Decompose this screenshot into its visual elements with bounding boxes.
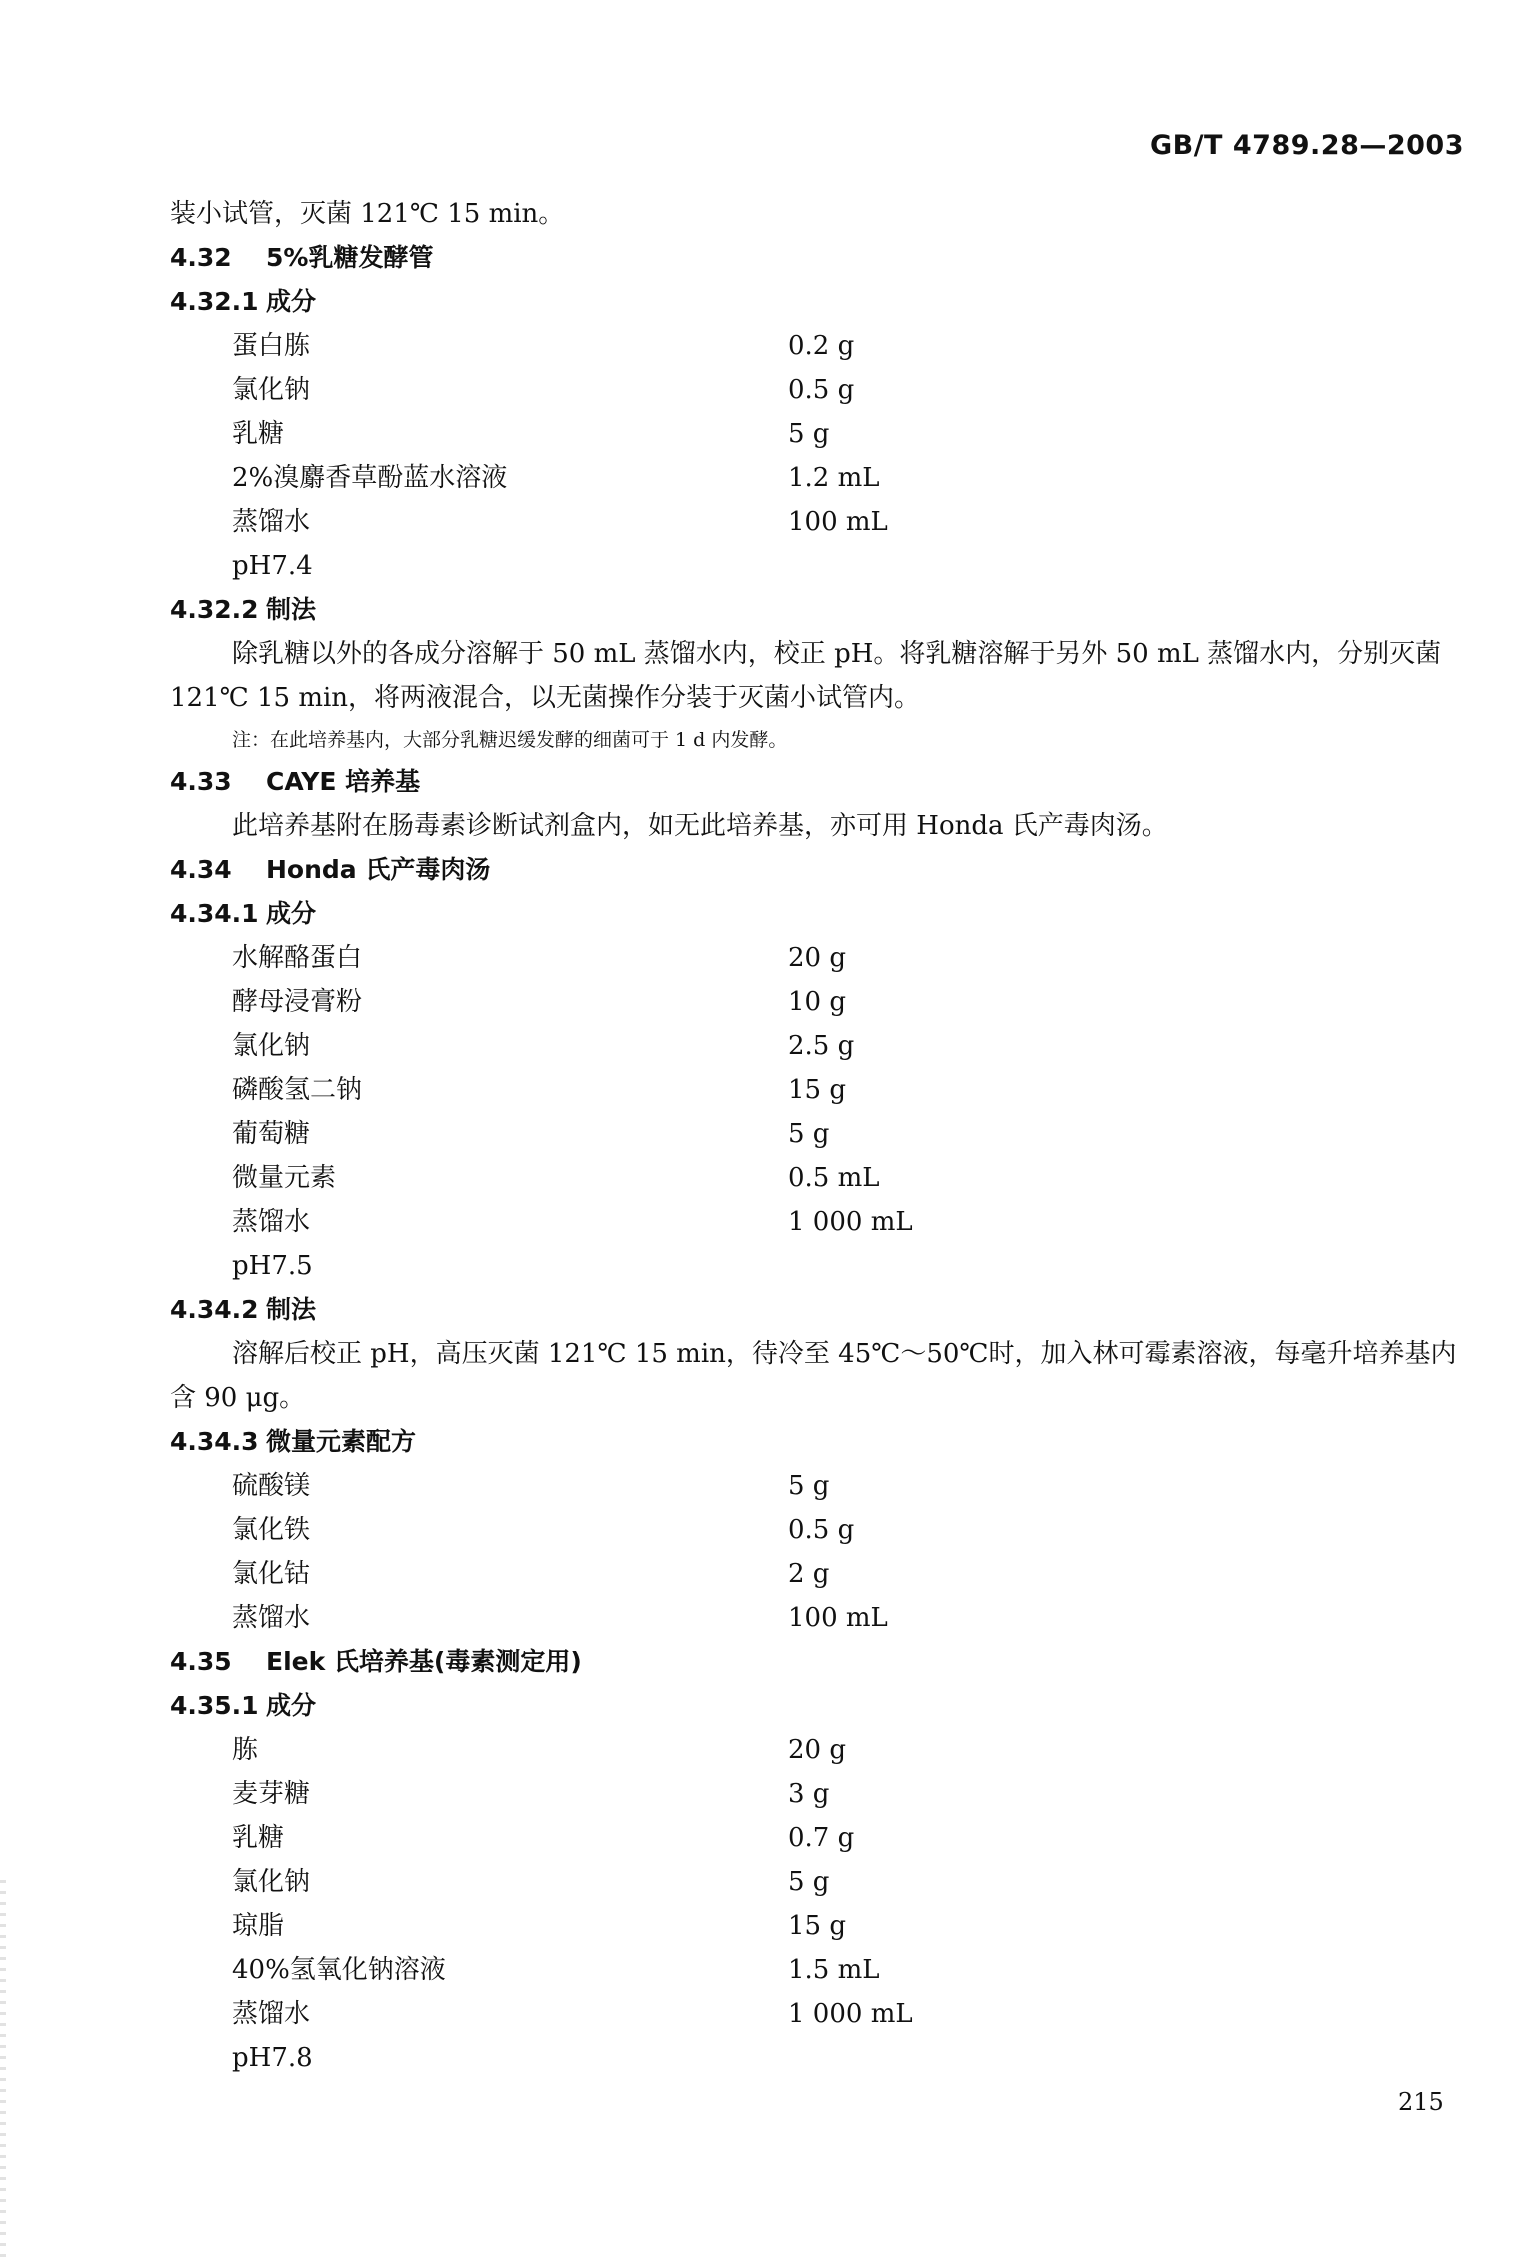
ingredient-name: 氯化铁 — [232, 1515, 311, 1545]
section-heading-4-32 — [170, 236, 1470, 280]
ingredient-name: 乳糖 — [232, 419, 285, 449]
section-title: Elek 氏培养基(毒素测定用) — [266, 1647, 582, 1676]
subsection-title: 成分 — [266, 899, 317, 928]
ingredient-name: 胨 — [232, 1735, 259, 1765]
ingredient-name: 微量元素 — [232, 1163, 337, 1193]
subsection-title: 微量元素配方 — [266, 1427, 417, 1456]
ingredient-amount: 5 g — [788, 1119, 830, 1149]
subsection-heading-4-34-3 — [170, 1420, 1470, 1464]
ingredient-name: 氯化钠 — [232, 1867, 311, 1897]
section-title: Honda 氏产毒肉汤 — [266, 855, 491, 884]
ingredient-row — [170, 1508, 1470, 1552]
method-paragraph: 溶解后校正 pH，高压灭菌 121℃ 15 min，待冷至 45℃～50℃时，加入林可霉素溶液，每毫升培养基内含 90 μg。 — [170, 1339, 1457, 1413]
ingredient-name: 葡萄糖 — [232, 1119, 311, 1149]
ingredient-amount: 1.5 mL — [788, 1955, 880, 1985]
ingredient-name: 40%氢氧化钠溶液 — [232, 1955, 446, 1985]
subsection-heading-4-34-1 — [170, 892, 1470, 936]
ingredient-row — [170, 1860, 1470, 1904]
ingredient-name: 乳糖 — [232, 1823, 285, 1853]
ingredient-name: 蒸馏水 — [232, 1999, 311, 2029]
method-paragraph: 除乳糖以外的各成分溶解于 50 mL 蒸馏水内，校正 pH。将乳糖溶解于另外 50 mL 蒸馏水内，分别灭菌 121℃ 15 min，将两液混合，以无菌操作分装于灭菌小试管内。 — [170, 639, 1442, 713]
ingredient-name: 蒸馏水 — [232, 507, 311, 537]
ingredient-row — [170, 1728, 1470, 1772]
ingredient-row — [170, 1068, 1470, 1112]
ingredient-amount: 5 g — [788, 1471, 830, 1501]
section-heading-4-35 — [170, 1640, 1470, 1684]
ingredient-row — [170, 1464, 1470, 1508]
ingredient-name: 酵母浸膏粉 — [232, 987, 363, 1017]
ingredient-row — [170, 368, 1470, 412]
scan-edge-artifact — [0, 1880, 6, 2264]
section-number: 4.35 — [170, 1647, 232, 1676]
subsection-heading-4-34-2 — [170, 1288, 1470, 1332]
subsection-heading-4-32-2 — [170, 588, 1470, 632]
ingredient-name: 氯化钠 — [232, 1031, 311, 1061]
ingredient-row — [170, 1772, 1470, 1816]
intro-line: 装小试管，灭菌 121℃ 15 min。 — [170, 199, 565, 229]
ingredient-row — [170, 1948, 1470, 1992]
ingredient-row — [170, 1596, 1470, 1640]
ingredient-amount: 3 g — [788, 1779, 830, 1809]
ingredient-amount: 10 g — [788, 987, 846, 1017]
ingredient-row — [170, 1024, 1470, 1068]
ingredient-amount: 0.5 g — [788, 1515, 855, 1545]
ingredient-amount: 0.5 g — [788, 375, 855, 405]
ingredient-name: 氯化钠 — [232, 375, 311, 405]
section-number: 4.33 — [170, 767, 232, 796]
ingredient-amount: 1 000 mL — [788, 1207, 913, 1237]
subsection-title: 成分 — [266, 1691, 317, 1720]
subsection-heading-4-35-1 — [170, 1684, 1470, 1728]
ingredient-row — [170, 980, 1470, 1024]
section-heading-4-33 — [170, 760, 1470, 804]
subsection-number: 4.34.2 — [170, 1295, 259, 1324]
ingredient-name: 硫酸镁 — [232, 1471, 311, 1501]
section-paragraph: 此培养基附在肠毒素诊断试剂盒内，如无此培养基，亦可用 Honda 氏产毒肉汤。 — [232, 811, 1168, 841]
note-text: 注：在此培养基内，大部分乳糖迟缓发酵的细菌可于 1 d 内发酵。 — [232, 729, 788, 751]
section-number: 4.34 — [170, 855, 232, 884]
ingredient-amount: 0.7 g — [788, 1823, 855, 1853]
subsection-title: 制法 — [266, 1295, 317, 1324]
ingredient-name: 蛋白胨 — [232, 331, 311, 361]
ingredient-row — [170, 412, 1470, 456]
ingredient-amount: 100 mL — [788, 507, 888, 537]
subsection-number: 4.34.1 — [170, 899, 259, 928]
ingredient-name: 麦芽糖 — [232, 1779, 311, 1809]
subsection-heading-4-32-1 — [170, 280, 1470, 324]
ingredient-amount: 2 g — [788, 1559, 830, 1589]
subsection-title: 制法 — [266, 595, 317, 624]
ingredient-row — [170, 1904, 1470, 1948]
ph-value: pH7.8 — [232, 2043, 313, 2073]
ingredient-name: 水解酪蛋白 — [232, 943, 363, 973]
subsection-title: 成分 — [266, 287, 317, 316]
subsection-number: 4.32.1 — [170, 287, 259, 316]
page-number: 215 — [1398, 2088, 1444, 2116]
ph-value: pH7.5 — [232, 1251, 313, 1281]
ingredient-row — [170, 500, 1470, 544]
ingredient-name: 蒸馏水 — [232, 1207, 311, 1237]
subsection-number: 4.34.3 — [170, 1427, 259, 1456]
ingredient-row — [170, 1112, 1470, 1156]
ingredient-row — [170, 324, 1470, 368]
ingredient-amount: 100 mL — [788, 1603, 888, 1633]
ingredient-name: 氯化钴 — [232, 1559, 311, 1589]
ph-value: pH7.4 — [232, 551, 313, 581]
ingredient-row — [170, 1992, 1470, 2036]
standard-code: GB/T 4789.28—2003 — [1149, 130, 1464, 161]
ingredient-amount: 20 g — [788, 943, 846, 973]
section-heading-4-34 — [170, 848, 1470, 892]
ingredient-row — [170, 936, 1470, 980]
ingredient-amount: 5 g — [788, 419, 830, 449]
section-number: 4.32 — [170, 243, 232, 272]
ingredient-row — [170, 456, 1470, 500]
section-title: 5%乳糖发酵管 — [266, 243, 434, 272]
ingredient-name: 磷酸氢二钠 — [232, 1075, 363, 1105]
subsection-number: 4.35.1 — [170, 1691, 259, 1720]
ingredient-row — [170, 1552, 1470, 1596]
ingredient-amount: 20 g — [788, 1735, 846, 1765]
ingredient-row — [170, 1156, 1470, 1200]
ingredient-name: 蒸馏水 — [232, 1603, 311, 1633]
ingredient-row — [170, 1816, 1470, 1860]
page-content — [170, 192, 1470, 2080]
ingredient-amount: 1.2 mL — [788, 463, 880, 493]
ingredient-amount: 5 g — [788, 1867, 830, 1897]
ingredient-amount: 2.5 g — [788, 1031, 855, 1061]
subsection-number: 4.32.2 — [170, 595, 259, 624]
ingredient-amount: 0.2 g — [788, 331, 855, 361]
section-title: CAYE 培养基 — [266, 767, 421, 796]
ingredient-name: 琼脂 — [232, 1911, 285, 1941]
ingredient-amount: 1 000 mL — [788, 1999, 913, 2029]
ingredient-amount: 15 g — [788, 1911, 846, 1941]
ingredient-amount: 0.5 mL — [788, 1163, 880, 1193]
ingredient-row — [170, 1200, 1470, 1244]
ingredient-name: 2%溴麝香草酚蓝水溶液 — [232, 463, 508, 493]
ingredient-amount: 15 g — [788, 1075, 846, 1105]
